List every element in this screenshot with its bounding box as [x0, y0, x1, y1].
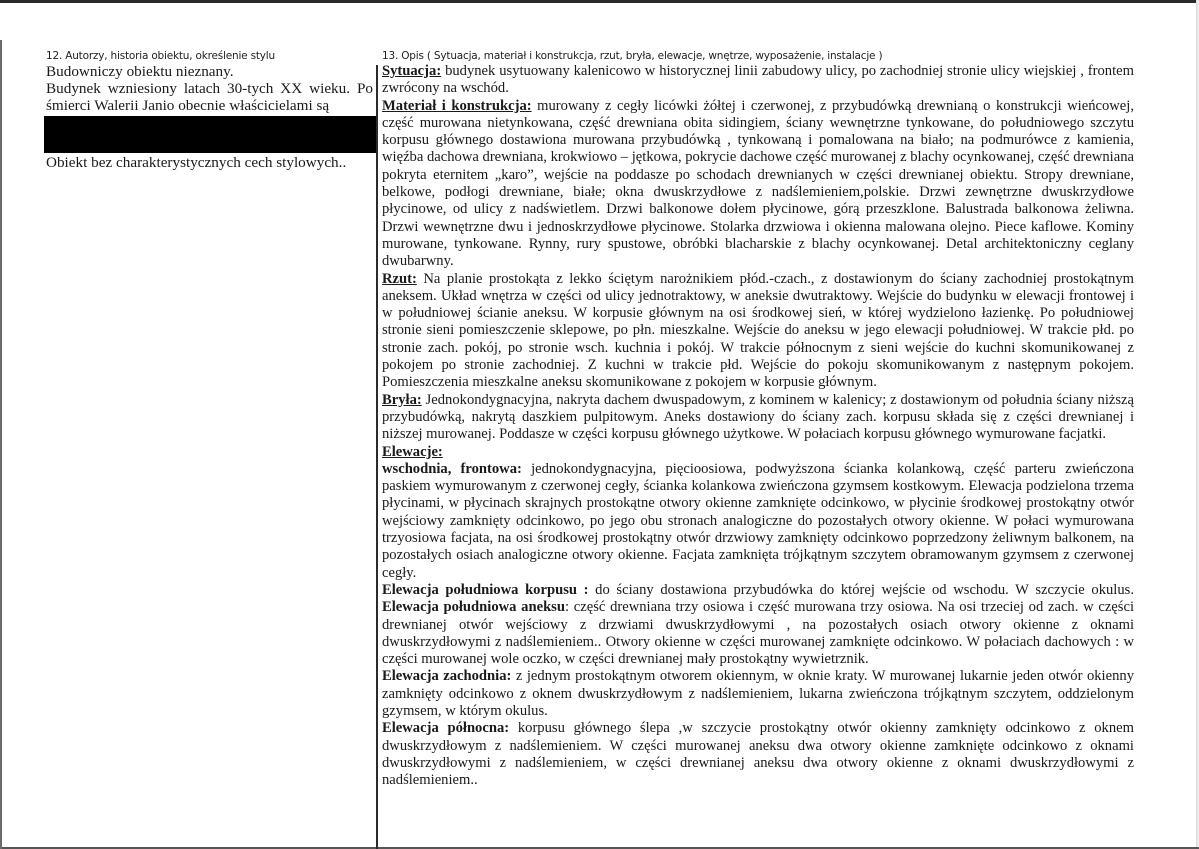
text-polnocna: korpusu głównego ślepa ,w szczycie prostokątny otwór okienny zamknięty odcinkowo z oknem dwuskrzydłowym z nadślemieniem. W części murowanej aneksu dwa otwory okienne zamknięte odcinkowo z oknami dwuskrzydłowymi z nadślemieniem, w części drewnianej aneksu dwa otwory okienne z oknami dwuskrzydłowymi z nadślemieniem.. — [382, 720, 1134, 789]
text-pld-korpus: do ściany dostawiona przybudówka do której wejście od wschodu. W szczycie okulus. — [588, 581, 1134, 598]
section-13-content — [382, 63, 1134, 789]
paragraph-wschodnia — [382, 461, 1134, 582]
section-13-label: 13. Opis ( Sytuacja, materiał i konstrukcja, rzut, bryła, elewacje, wnętrze, wyposażenie, instalacje ) — [382, 50, 883, 62]
heading-wschodnia: wschodnia, frontowa: — [382, 460, 522, 477]
text-zachodnia: z jednym prostokątnym otworem okiennym, w oknie kraty. W murowanej lukarnie jeden otwór okienny zamknięty odcinkowo z oknem dwuskrzydłowym z nadślemieniem, lukarna zwieńczona trójkątnym szczytem, oddzielonym gzymsem, w którym okulus. — [382, 668, 1134, 719]
text-bryla: Jednokondygnacyjna, nakryta dachem dwuspadowym, z kominem w kalenicy; z dostawionym od południa ściany niższą przybudówką, nakrytą daszkiem pulpitowym. Aneks dostawiony do ściany zach. korpusu składa się z części drewnianej i niższej murowanej. Poddasze w części korpusu głównego użytkowe. W połaciach korpusu głównego wymurowane facjatki. — [382, 391, 1134, 443]
text-wschodnia: jednokondygnacyjna, pięcioosiowa, podwyższona ścianka kolankową, część parteru zwieńczona paskiem wymurowanym z czerwonej cegły, ścianka kolankowa zwieńczona gzymsem kostkowym. Elewacja podzielona trzema płycinami, w płycinach skrajnych prostokątne otwory okienne zamknięte odcinkowo, w płycinie środkowej prostokątny otwór wejściowy zamknięty odcinkowo, po jego obu stronach analogiczne do pozostałych otwory okienne. W połaci wymurowana trzyosiowa facjata, na osi środkowej prostokątny otwór drzwiowy zamknięty odcinkowo poprzedzony żeliwnym balkonem, na pozostałych osiach analogiczne otwory okienne. Facjata zamknięta trójkątnym szczytem obramowanym gzymsem z czerwonej cegły. — [382, 460, 1134, 581]
section-12-label: 12. Autorzy, historia obiektu, określenie stylu — [46, 50, 275, 62]
column-divider — [376, 65, 378, 849]
heading-elewacje-line — [382, 444, 1134, 461]
scan-edge-top — [0, 0, 1199, 3]
paragraph-zachodnia — [382, 668, 1134, 720]
paragraph-bryla — [382, 392, 1134, 444]
heading-polnocna: Elewacja północna: — [382, 720, 510, 737]
heading-bryla: Bryła: — [382, 391, 422, 408]
style-text: Obiekt bez charakterystycznych cech stylowych.. — [46, 154, 347, 171]
heading-pld-aneks: Elewacja południowa aneksu — [382, 599, 565, 616]
heading-rzut: Rzut: — [382, 270, 417, 287]
history-text: Budynek wzniesiony latach 30-tych XX wieku. Po śmierci Walerii Janio obecnie właścicielami są — [46, 80, 373, 115]
table-left-border — [0, 40, 2, 849]
heading-pld-korpus: Elewacja południowa korpusu : — [382, 581, 589, 598]
heading-zachodnia: Elewacja zachodnia: — [382, 668, 512, 685]
paragraph-poludniowa — [382, 582, 1134, 668]
heading-material: Materiał i konstrukcja: — [382, 97, 532, 114]
text-sytuacja: budynek usytuowany kalenicowo w historycznej linii zabudowy ulicy, po zachodniej stronie ulicy wiejskiej , frontem zwrócony na wschód. — [382, 63, 1134, 97]
paragraph-sytuacja — [382, 63, 1134, 98]
text-rzut: Na planie prostokąta z lekko ściętym narożnikiem płód.-czach., z dostawionym do ściany zachodniej prostokątnym aneksem. Układ wnętrza w części od ulicy jednotraktowy, w aneksie dwutraktowy. Wejście do budynku w elewacji frontowej i w południowej ścianie aneksu. W korpusie głównym na osi środkowej sień, w której wydzielono łazienkę. Po południowej stronie sieni pomieszczenie sklepowe, po płn. mieszkalne. Wejście do aneksu w jego elewacji południowej. W trakcie płd. po stronie zach. pokój, po stronie wsch. kuchnia i pokój. W trakcie północnym z sieni wejście do kuchni skomunikowanej z pokojem po stronie zachodniej. Z kuchni w trakcie płd. Wejście do pokoju skomunikowanym z następnym pokojem. Pomieszczenia mieszkalne aneksu skomunikowane z pokojem w korpusie głównym. — [382, 270, 1134, 391]
heading-elewacje: Elewacje: — [382, 443, 443, 460]
text-pld-aneks: : część drewniana trzy osiowa i część murowana trzy osiowa. Na osi trzeciej od zach. w części drewnianej otwór wejściowy z drzwiami dwuskrzydłowymi , na pozostałych osiach otwory okienne z oknami dwuskrzydłowymi z nadślemieniem.. Otwory okienne w części murowanej zamknięte odcinkowo. W połaciach dachowych : w części murowanej wole oczko, w części drewnianej mały prostokątny wywietrznik. — [382, 599, 1134, 668]
redacted-block — [44, 116, 376, 153]
section-12-content — [46, 63, 373, 115]
paragraph-rzut — [382, 271, 1134, 392]
paragraph-polnocna — [382, 720, 1134, 789]
builder-text: Budowniczy obiektu nieznany. — [46, 63, 234, 80]
paragraph-material — [382, 98, 1134, 271]
heading-sytuacja: Sytuacja: — [382, 63, 442, 79]
text-material: murowany z cegły licówki żółtej i czerwonej, z przybudówką drewnianą o konstrukcji wieńcowej, część murowana nietynkowana, część drewniana obita sidingiem, ściany wewnętrzne tynkowane, do południowego szczytu korpusu głównego dostawiona murowana przybudówką , tynkowaną i pomalowana na biało; na podmurówce z kamienia, więźba dachowa drewniana, krokwiowo – jętkowa, pokrycie dachowe część murowanej z blachy ocynkowanej, część drewniana pokryta eternitem „karo”, wejście na poddasze po schodach drewnianych w części drewnianej obiektu. Stropy drewniane, belkowe, podłogi drewniane, białe; okna dwuskrzydłowe z nadślemieniem,polskie. Drzwi zewnętrzne dwuskrzydłowe płycinowe, od ulicy z nadświetlem. Drzwi balkonowe dołem płycinowe, górą przeszklone. Balustrada balkonowa żeliwna. Drzwi wewnętrzne dwu i jednoskrzydłowe płycinowe. Stolarka drzwiowa i okienna malowana olejno. Piece kaflowe. Kominy murowane, tynkowane. Rynny, rury spustowe, obróbki blacharskie z blachy ocynkowanej. Detal architektoniczny ceglany dwubarwny. — [382, 97, 1134, 270]
